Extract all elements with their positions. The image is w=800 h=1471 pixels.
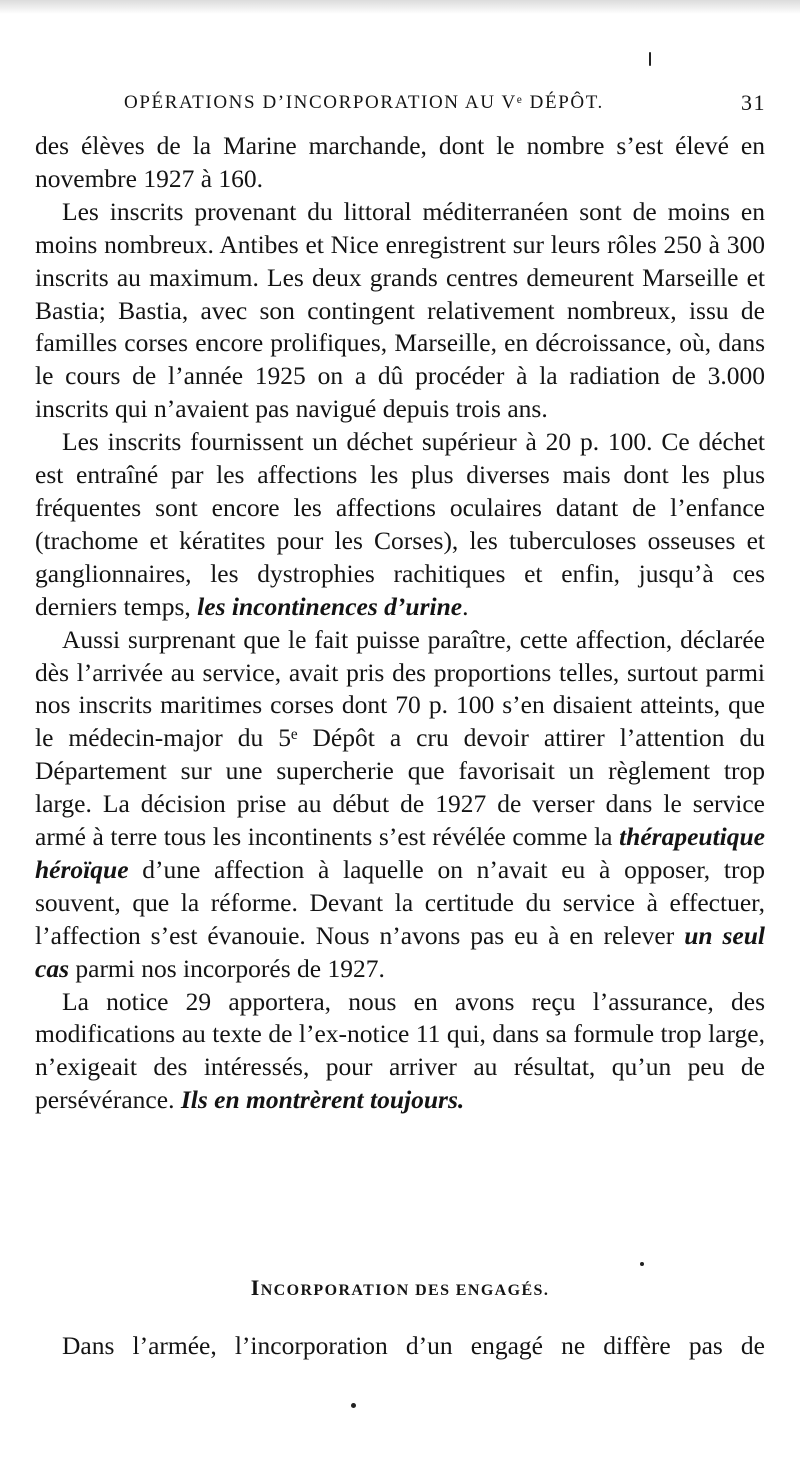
- paragraph-4: [35, 624, 765, 986]
- scan-speck: [649, 52, 651, 66]
- running-title: OPÉRATIONS D’INCORPORATION AU Vᵉ DÉPÔT.: [124, 92, 604, 113]
- paragraph-3-text: Les inscrits fournissent un déchet supérieur à 20 p. 100. Ce déchet est entraîné par les affections les plus diverses mais dont les plus fréquentes sont encore les affections oculaires datant de l’enfance (trachome et kératites pour les Corses), les tuberculoses osseuses et ganglionnaires, les dystrophies rachitiques et enfin, jusqu’à ces derniers temps,: [35, 427, 765, 621]
- scan-speck: [351, 1403, 356, 1408]
- emphasis-seul-cas: un seul cas: [35, 920, 766, 983]
- section-heading-rest: NCORPORATION DES ENGAGÉS.: [260, 1282, 550, 1299]
- section-heading-initial: I: [250, 1275, 261, 1300]
- paragraph-5-text: La notice 29 apportera, nous en avons reçu l’assurance, des modifications au texte de l’ex-notice 11 qui, dans sa formule trop large, n’exigeait des intéressés, pour arriver au résultat, qu’un peu de persévérance.: [35, 986, 765, 1115]
- scan-edge-shadow: [0, 0, 800, 14]
- paragraph-4-text-a: Aussi surprenant que le fait puisse paraître, cette affection, déclarée dès l’arrivée au service, avait pris des proportions telles, surtout parmi nos inscrits maritimes corses dont 70 p. 100 s’en disaient atteints, que le médecin-major du 5ᵉ Dépôt a cru devoir attirer l’attention du Département sur une supercherie que favorisait un règlement trop large. La décision prise au début de 1927 de verser dans le service armé à terre tous les incontinents s’est révélée comme la: [35, 624, 765, 852]
- emphasis-toujours: Ils en montrèrent toujours.: [180, 1085, 465, 1115]
- last-line: Dans l’armée, l’incorporation d’un engagé ne diffère pas de: [62, 1331, 765, 1360]
- emphasis-therapeutique: thérapeutique héroïque: [35, 822, 765, 884]
- page-header: [34, 86, 766, 120]
- paragraph-3-end: .: [462, 591, 469, 621]
- emphasis-incontinences: les incontinences d’urine: [197, 591, 463, 621]
- paragraph-5: [35, 986, 765, 1118]
- paragraph-3: [35, 426, 765, 623]
- page-number: 31: [741, 90, 766, 115]
- paragraph-1: des élèves de la Marine marchande, dont le nombre s’est élevé en novembre 1927 à 160.: [35, 131, 765, 193]
- paragraph-4-text-c: parmi nos incorporés de 1927.: [69, 953, 385, 983]
- section-heading: [0, 1275, 800, 1301]
- paragraph-4-text-b: d’une affection à laquelle on n’avait eu à opposer, trop souvent, que la réforme. Devant la certitude du service à effectuer, l’affection s’est évanouie. Nous n’avons pas eu à en relever: [35, 854, 765, 950]
- paragraph-2: Les inscrits provenant du littoral méditerranéen sont de moins en moins nombreux. Antibes et Nice enregistrent sur leurs rôles 250 à 300 inscrits au maximum. Les deux grands centres demeurent Marseille et Bastia; Bastia, avec son contingent relativement nombreux, issu de familles corses encore prolifiques, Marseille, en décroissance, où, dans le cours de l’année 1925 on a dû procéder à la radiation de 3.000 inscrits qui n’avaient pas navigué depuis trois ans.: [35, 196, 765, 424]
- scan-speck: [640, 1262, 644, 1266]
- body-text: [35, 130, 765, 1117]
